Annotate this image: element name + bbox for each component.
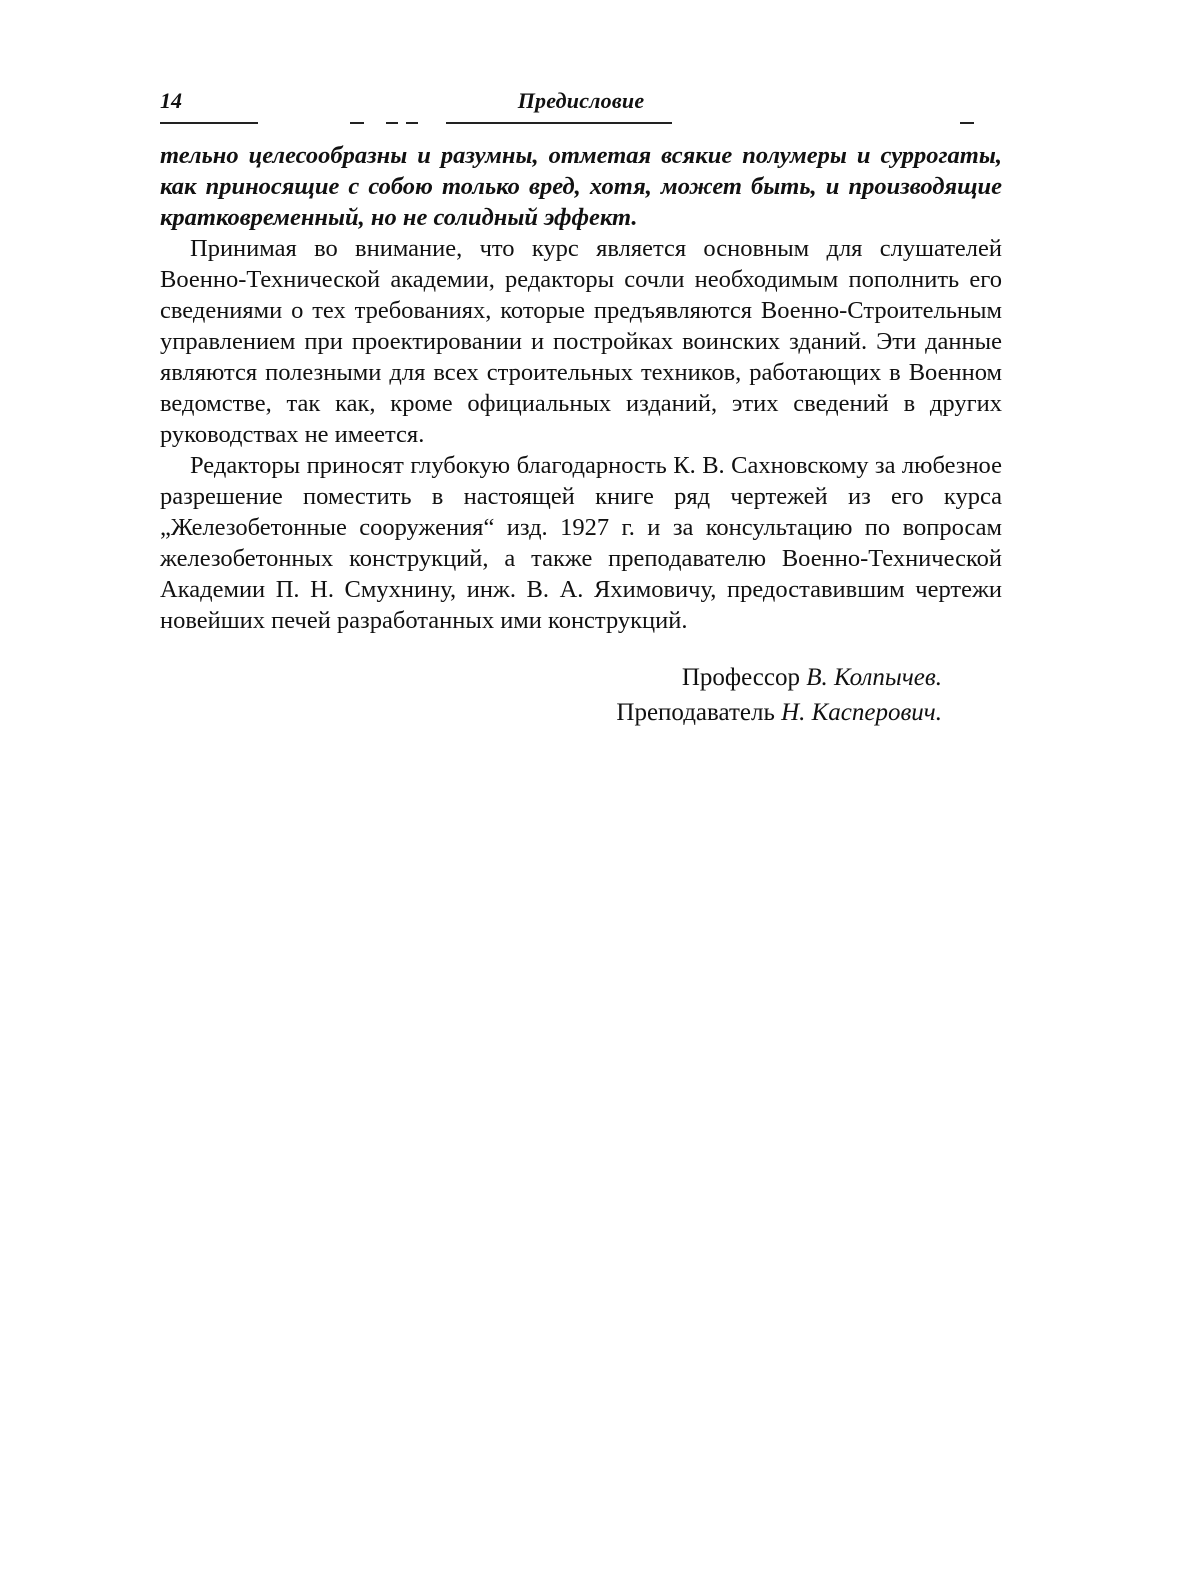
signature-block: [160, 660, 1002, 730]
header-rule-segment: [350, 122, 364, 124]
document-page: [160, 84, 1002, 730]
header-rule-segment: [406, 122, 418, 124]
paragraph: Редакторы приносят глубокую благодарность К. В. Сахновскому за любезное разрешение поместить в настоящей книге ряд чертежей из его курса „Железобетонные сооружения“ изд. 1927 г. и за консультацию по вопросам железобетонных конструкций, а также преподавателю Военно-Технической Академии П. Н. Смухнину, инж. В. А. Яхимовичу, предоставившим чертежи новейших печей разработанных ими конструкций.: [160, 452, 1002, 634]
running-title: Предисловие: [517, 88, 645, 113]
running-header: [160, 84, 1002, 118]
signature-line: [160, 660, 942, 695]
header-rule-segment: [386, 122, 398, 124]
page-number: 14: [160, 88, 182, 113]
header-rule-segment: [160, 122, 258, 124]
header-rule-segment: [446, 122, 672, 124]
header-rule: [160, 118, 1002, 128]
signature-role: Преподаватель: [616, 699, 775, 726]
paragraph-continuation: тельно целесообразны и разумны, отметая всякие полумеры и суррогаты, как приносящие с собою только вред, хотя, может быть, и производящие кратковременный, но не солидный эффект.: [160, 142, 1002, 231]
signature-line: [160, 695, 942, 730]
body-text: [160, 140, 1002, 636]
paragraph: Принимая во внимание, что курс является основным для слушателей Военно-Технической академии, редакторы сочли необходимым пополнить его сведениями о тех требованиях, которые предъявляются Военно-Строительным управлением при проектировании и постройках воинских зданий. Эти данные являются полезными для всех строительных техников, работающих в Военном ведомстве, так как, кроме официальных изданий, этих сведений в других руководствах не имеется.: [160, 235, 1002, 448]
header-rule-segment: [960, 122, 974, 124]
signature-name: В. Колпычев.: [806, 664, 942, 691]
signature-role: Профессор: [681, 664, 800, 691]
signature-name: Н. Касперович.: [781, 699, 942, 726]
